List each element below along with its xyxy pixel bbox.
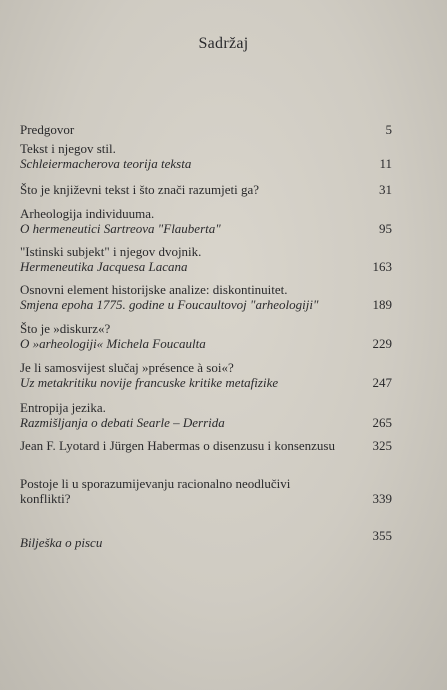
entry-page: 265 — [372, 415, 392, 430]
toc-entry-diskurz — [20, 321, 392, 351]
entry-title: Osnovni element historijske analize: diskontinuitet. — [20, 282, 288, 297]
entry-title: "Istinski subjekt" i njegov dvojnik. — [20, 244, 202, 259]
entry-page: 95 — [379, 221, 392, 236]
entry-subtitle: Razmišljanja o debati Searle – Derrida — [20, 415, 225, 430]
entry-title: Entropija jezika. — [20, 400, 106, 415]
toc-entry-predgovor — [20, 122, 392, 137]
entry-page: 189 — [372, 297, 392, 312]
entry-page: 31 — [379, 182, 392, 197]
entry-subtitle: Uz metakritiku novije francuske kritike metafizike — [20, 375, 279, 390]
toc-entry-knjizevni-tekst — [20, 182, 392, 197]
entry-title: Predgovor — [20, 122, 75, 137]
entry-title: Što je »diskurz«? — [20, 321, 111, 336]
toc-entry-diskontinuitet — [20, 282, 392, 312]
entry-page: 325 — [372, 438, 392, 453]
toc-entry-neodlucivi-konflikti — [20, 476, 392, 506]
entry-title: Što je književni tekst i što znači razumjeti ga? — [20, 182, 259, 197]
entry-page: 247 — [372, 375, 392, 390]
entry-page: 163 — [372, 259, 392, 274]
entry-subtitle: Bilješka o piscu — [20, 535, 103, 550]
entry-title: Arheologija individuuma. — [20, 206, 155, 221]
entry-title: Jean F. Lyotard i Jürgen Habermas o disenzusu i konsenzusu — [20, 438, 335, 453]
toc-entry-istinski-subjekt — [20, 244, 392, 274]
toc-entry-entropija-jezika — [20, 400, 392, 430]
entry-subtitle: Schleiermacherova teorija teksta — [20, 156, 192, 171]
toc-entry-biljeska-o-piscu — [20, 528, 392, 550]
entry-page: 339 — [372, 491, 392, 506]
page-title: Sadržaj — [198, 35, 249, 52]
toc-entry-samosvijest — [20, 360, 392, 390]
toc-entry-tekst-i-stil — [20, 141, 392, 171]
entry-subtitle: O »arheologiji« Michela Foucaulta — [20, 336, 206, 351]
entry-title: Je li samosvijest slučaj »présence à soi«? — [20, 360, 234, 375]
toc-entry-lyotard-habermas — [20, 438, 392, 453]
entry-subtitle: Smjena epoha 1775. godine u Foucaultovoj "arheologiji" — [20, 297, 319, 312]
entry-subtitle: O hermeneutici Sartreova "Flauberta" — [20, 221, 221, 236]
entry-title: Tekst i njegov stil. — [20, 141, 116, 156]
entry-page: 229 — [372, 336, 392, 351]
entry-page: 355 — [372, 528, 392, 543]
entry-page: 5 — [385, 122, 392, 137]
entry-title: Postoje li u sporazumijevanju racionalno neodlučivi konflikti? — [20, 476, 291, 506]
entry-subtitle: Hermeneutika Jacquesa Lacana — [20, 259, 188, 274]
toc-entry-arheologija-individuuma — [20, 206, 392, 236]
entry-page: 11 — [379, 156, 392, 171]
